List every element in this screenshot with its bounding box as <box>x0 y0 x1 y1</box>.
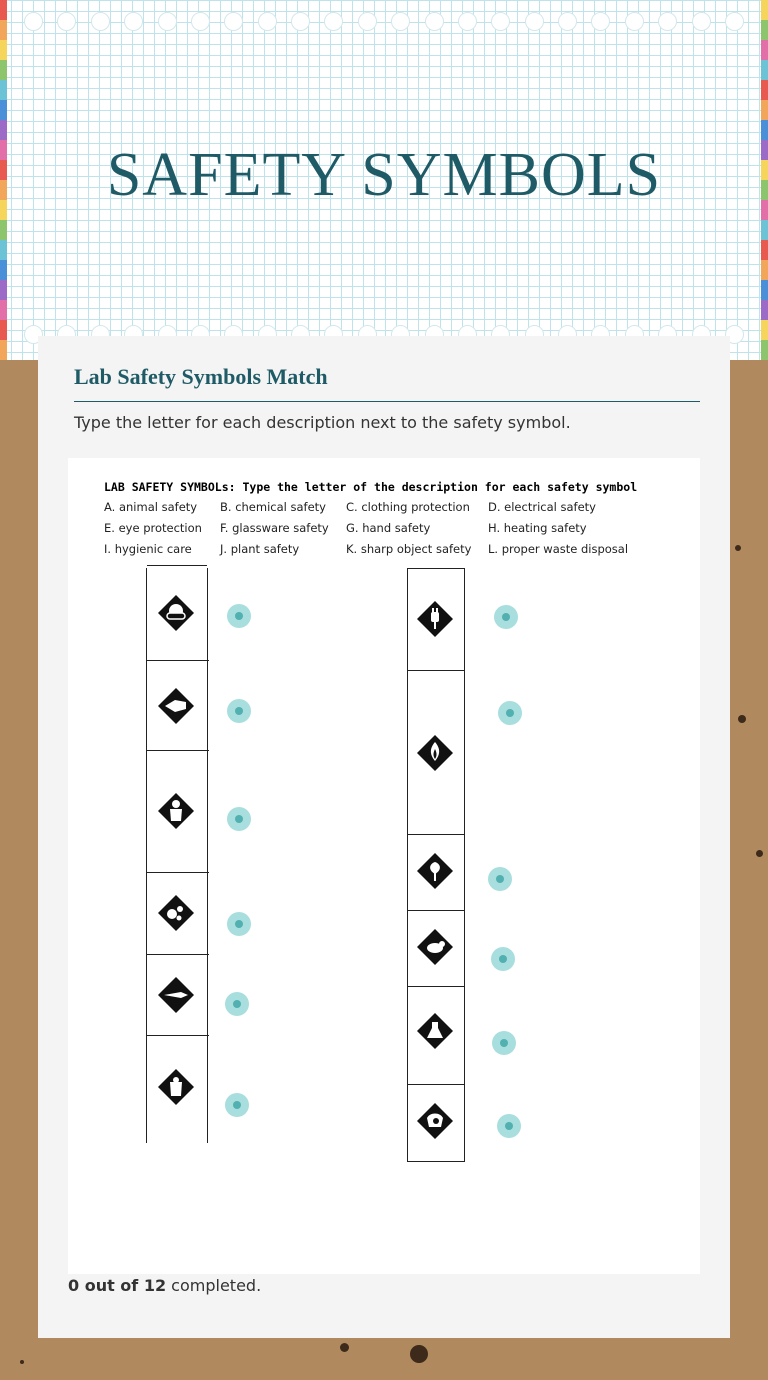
option-b: B. chemical safety <box>220 500 326 514</box>
completed-suffix: completed. <box>166 1276 262 1295</box>
worksheet-heading: LAB SAFETY SYMBOLs: Type the letter of the description for each safety symbol <box>104 480 638 494</box>
instructions-text: Type the letter for each description next to the safety symbol. <box>74 413 571 432</box>
flame-symbol-icon <box>416 734 454 772</box>
card-title: Lab Safety Symbols Match <box>74 364 328 389</box>
background-speck <box>738 715 746 723</box>
background-speck <box>340 1343 349 1352</box>
answer-input-glove[interactable] <box>227 699 251 723</box>
page-title: SAFETY SYMBOLS <box>106 141 662 209</box>
plant-symbol-icon <box>416 852 454 890</box>
option-i: I. hygienic care <box>104 542 192 556</box>
worksheet-image <box>68 458 700 1274</box>
answer-input-apron[interactable] <box>227 807 251 831</box>
completion-status <box>68 1276 261 1295</box>
answer-input-electrical[interactable] <box>494 605 518 629</box>
background-speck <box>735 545 741 551</box>
header-banner <box>0 0 768 360</box>
answer-input-glassware[interactable] <box>492 1031 516 1055</box>
activity-card <box>38 336 730 1338</box>
option-a: A. animal safety <box>104 500 198 514</box>
answer-input-flame[interactable] <box>498 701 522 725</box>
answer-input-waste[interactable] <box>225 1093 249 1117</box>
option-l: L. proper waste disposal <box>488 542 629 556</box>
handwash-symbol-icon <box>416 1102 454 1140</box>
goggles-symbol-icon <box>157 594 195 632</box>
option-e: E. eye protection <box>104 521 202 535</box>
option-h: H. heating safety <box>488 521 587 535</box>
answer-input-knife[interactable] <box>225 992 249 1016</box>
answer-input-goggles[interactable] <box>227 604 251 628</box>
option-d: D. electrical safety <box>488 500 596 514</box>
title-divider <box>74 401 700 402</box>
glassware-symbol-icon <box>416 1012 454 1050</box>
glove-symbol-icon <box>157 687 195 725</box>
chemical-symbol-icon <box>157 894 195 932</box>
apron-symbol-icon <box>157 792 195 830</box>
completed-count: 0 out of 12 <box>68 1276 167 1295</box>
answer-input-animal[interactable] <box>491 947 515 971</box>
left-symbol-column <box>146 568 208 1143</box>
answer-input-chemical[interactable] <box>227 912 251 936</box>
option-f: F. glassware safety <box>220 521 329 535</box>
background-speck <box>410 1345 428 1363</box>
option-c: C. clothing protection <box>346 500 470 514</box>
answer-input-handwash[interactable] <box>497 1114 521 1138</box>
animal-symbol-icon <box>416 928 454 966</box>
answer-input-plant[interactable] <box>488 867 512 891</box>
option-g: G. hand safety <box>346 521 431 535</box>
waste-symbol-icon <box>157 1068 195 1106</box>
option-k: K. sharp object safety <box>346 542 472 556</box>
option-j: J. plant safety <box>220 542 300 556</box>
background-speck <box>20 1360 24 1364</box>
electrical-plug-symbol-icon <box>416 600 454 638</box>
knife-symbol-icon <box>157 976 195 1014</box>
background-speck <box>756 850 763 857</box>
notebook-holes-top <box>24 12 744 32</box>
